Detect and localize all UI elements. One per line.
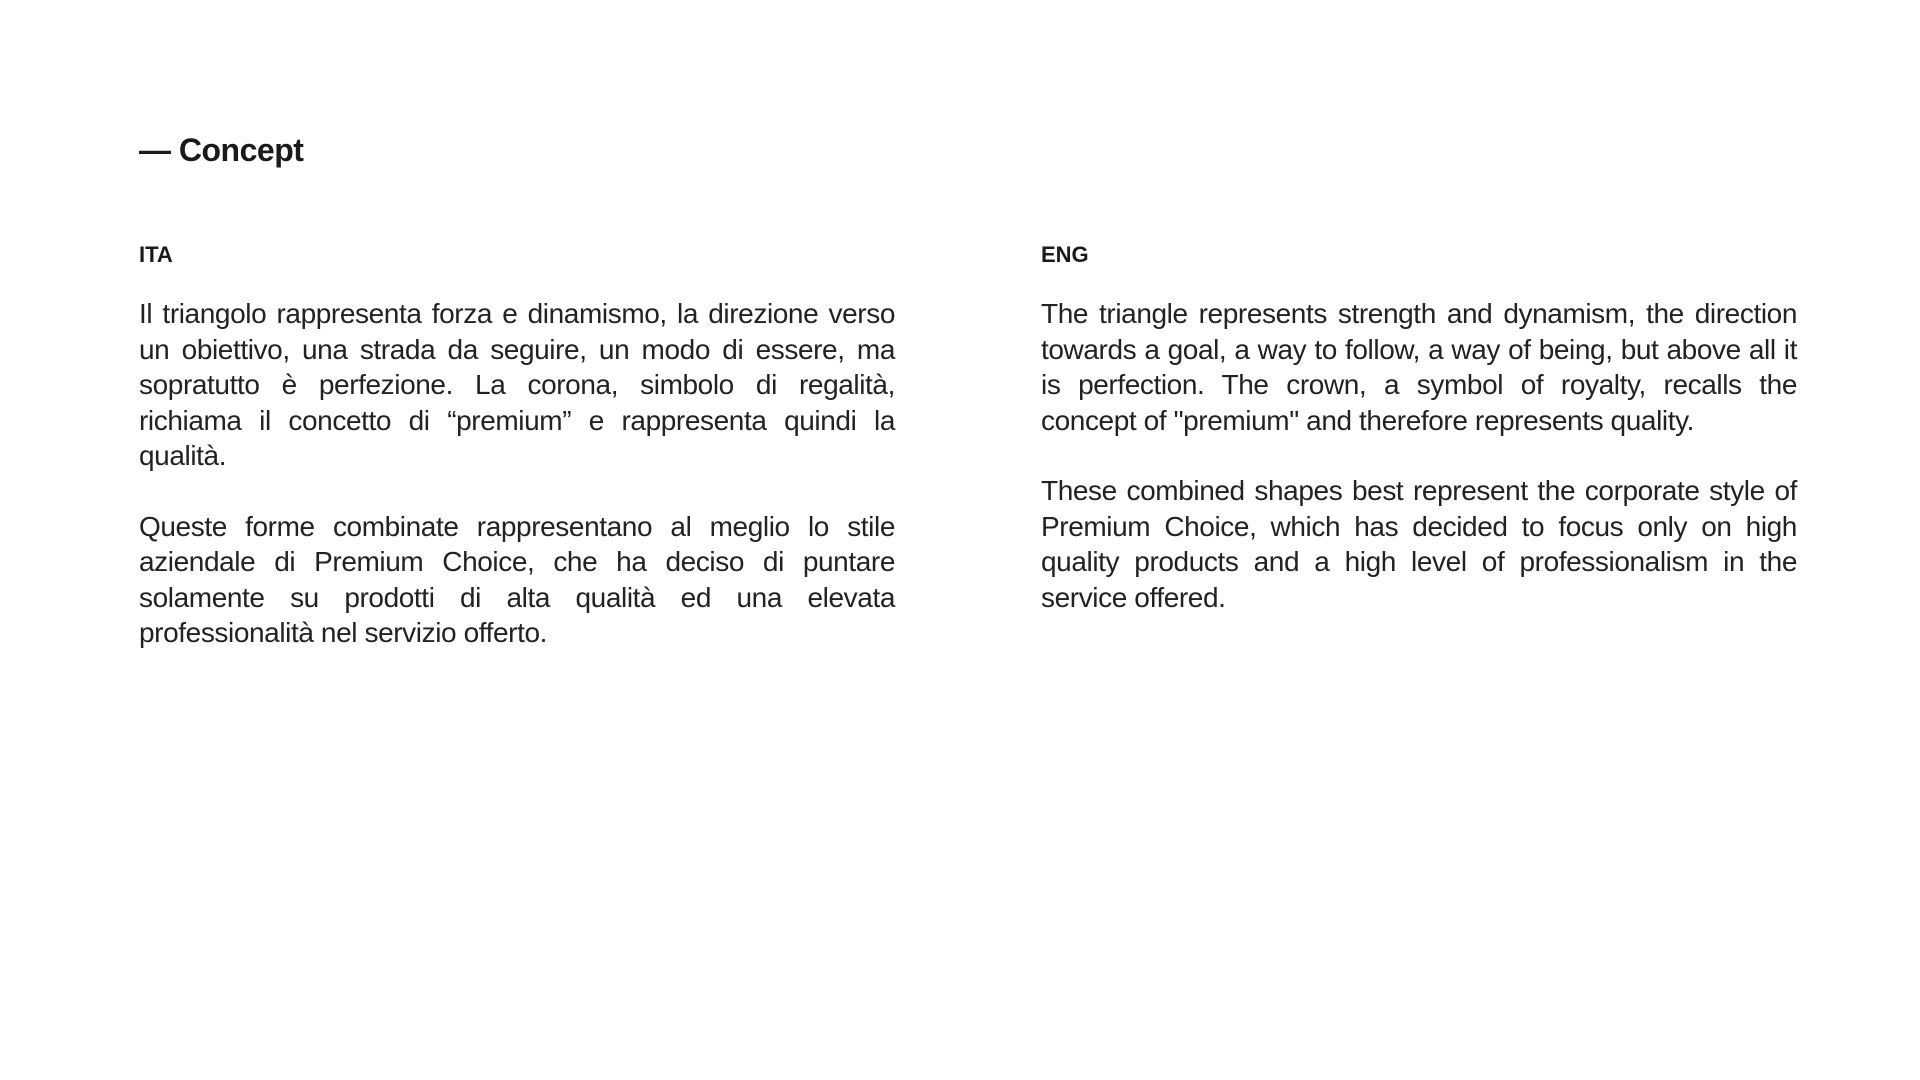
language-label-ita: ITA: [139, 242, 173, 267]
eng-paragraph-1: The triangle represents strength and dynamism, the direction towards a goal, a way to follow, a way of being, but above all it is perfection. The crown, a symbol of royalty, recalls the concept of "premium" and therefore represents quality.: [1041, 298, 1797, 436]
page-title: — Concept: [139, 132, 304, 168]
language-label-eng: ENG: [1041, 242, 1089, 267]
ita-paragraph-1: Il triangolo rappresenta forza e dinamismo, la direzione verso un obiettivo, una strada da seguire, un modo di essere, ma sopratutto è perfezione. La corona, simbolo di regalità, richiama il concetto di “premium” e rappresenta quindi la qualità.: [139, 298, 895, 471]
english-column: [1041, 242, 1797, 650]
italian-column: [139, 242, 895, 686]
ita-paragraph-2: Queste forme combinate rappresentano al meglio lo stile aziendale di Premium Choice, che ha deciso di puntare solamente su prodotti di alta qualità ed una elevata professionalità nel servizio offerto.: [139, 510, 895, 648]
eng-paragraph-2: These combined shapes best represent the corporate style of Premium Choice, which has decided to focus only on high quality products and a high level of professionalism in the service offered.: [1041, 475, 1797, 613]
